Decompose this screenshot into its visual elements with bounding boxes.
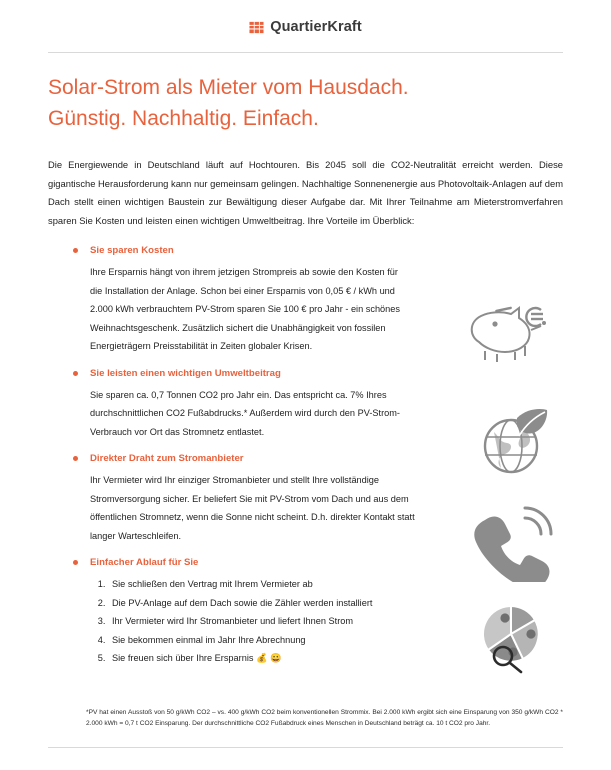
benefit-title: Einfacher Ablauf für Sie (90, 557, 199, 568)
page-title (48, 72, 563, 134)
footnote-text: *PV hat einen Ausstoß von 50 g/kWh CO2 – vs. 400 g/kWh CO2 beim konventionellen Strommix. Bei 2.000 kWh ergibt sich eine Einsparung von 350 g/kWh CO2 * 2.000 kWh = 0,7 t CO2 Einsparung. Der durchschnittliche CO2 Fußabdruck eines Menschen in Deutschland beträgt ca. 10 t CO2 pro Jahr. (86, 708, 563, 728)
benefit-title: Direkter Draht zum Stromanbieter (90, 453, 244, 464)
list-item: 3. Ihr Vermieter wird Ihr Stromanbieter und liefert Ihnen Strom (108, 612, 563, 631)
benefit-body: Ihre Ersparnis hängt von ihrem jetzigen Strompreis ab sowie den Kosten für die Installation der Anlage. Schon bei einer Ersparnis von 0,05 € / kWh und 2.000 kWh verbrauchtem PV-Strom sparen Sie 100 € pro Jahr - ein schönes Weihnachtsgeschenk. Zusätzlich sichert die Unabhängigkeit von fossilen Energieträgern Preisstabilität in Zeiten globaler Krisen. (90, 267, 400, 351)
benefit-title: Sie sparen Kosten (90, 245, 174, 256)
bullet-icon (73, 560, 78, 565)
piggy-bank-icon (461, 294, 565, 370)
list-item: 2. Die PV-Anlage auf dem Dach sowie die Zähler werden installiert (108, 594, 563, 613)
page-title-line-2: Günstig. Nachhaltig. Einfach. (48, 107, 319, 130)
quartierkraft-mark-icon (249, 20, 264, 35)
process-chart-icon (461, 600, 565, 676)
intro-paragraph: Die Energiewende in Deutschland läuft auf Hochtouren. Bis 2045 soll die CO2-Neutralität erreicht werden. Diese gigantische Herausforderung kann nur gemeinsam gelingen. Nachhaltige Sonnenenergie aus Photovoltaik-Anlagen auf dem Dach stellt einen wichtigen Baustein zur Bewältigung dieser Aufgabe dar. Mit Ihrer Teilnahme am Mieterstromverfahren sparen Sie Kosten und leisten einen wichtigen Umweltbeitrag. Ihre Vorteile im Überblick: (48, 159, 563, 226)
bullet-icon (73, 371, 78, 376)
document-header (48, 0, 563, 47)
globe-leaf-icon (461, 404, 565, 480)
telephone-icon (461, 506, 565, 582)
list-item: 4. Sie bekommen einmal im Jahr Ihre Abrechnung (108, 631, 563, 650)
page-title-line-1: Solar-Strom als Mieter vom Hausdach. (48, 76, 409, 99)
brand-name: QuartierKraft (270, 19, 362, 35)
benefit-title: Sie leisten einen wichtigen Umweltbeitrag (90, 367, 281, 379)
benefit-body: Sie sparen ca. 0,7 Tonnen CO2 pro Jahr ein. Das entspricht ca. 7% Ihres durchschnittlichen CO2 Fußabdrucks.* Außerdem wird durch den PV-Strom-Verbrauch vor Ort das Stromnetz entlastet. (90, 389, 400, 437)
bullet-icon (73, 456, 78, 461)
list-item: 1. Sie schließen den Vertrag mit Ihrem Vermieter ab (108, 575, 563, 594)
benefit-body: Ihr Vermieter wird Ihr einziger Stromanbieter und stellt Ihre vollständige Stromversorgung sicher. Er beliefert Sie mit PV-Strom vom Dach und aus dem öffentlichen Stromnetz, wenn die Sonne nicht scheint. D.h. direkter Kontakt statt langer Warteschleifen. (90, 475, 415, 541)
footer-divider (48, 747, 563, 748)
header-divider (48, 52, 563, 53)
bullet-icon (73, 248, 78, 253)
list-item: 5. Sie freuen sich über Ihre Ersparnis 💰 😀 (108, 649, 563, 668)
